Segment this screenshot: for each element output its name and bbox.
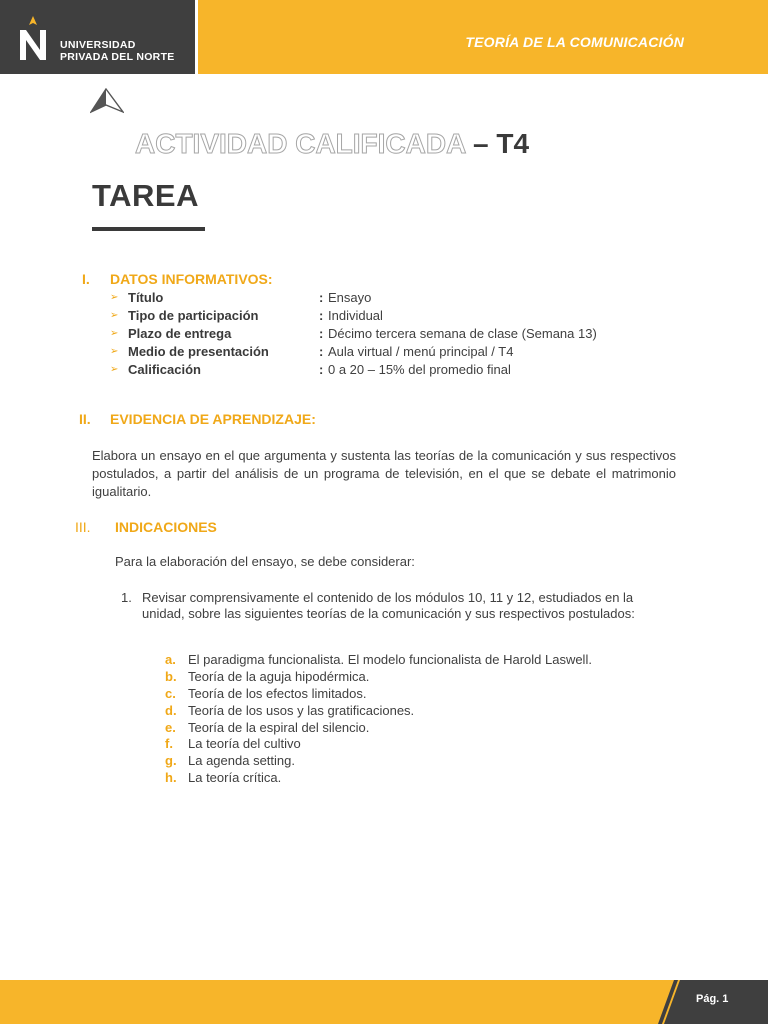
footer-bar: [0, 980, 768, 1024]
list-item: [165, 769, 665, 786]
title-underline: [92, 227, 205, 231]
arrow-bullet-icon: ➢: [110, 292, 119, 303]
list-item: [165, 735, 665, 752]
activity-title: [135, 128, 529, 160]
info-value: Aula virtual / menú principal / T4: [328, 344, 514, 359]
list-item-letter: e.: [165, 719, 176, 735]
info-value: 0 a 20 – 15% del promedio final: [328, 362, 511, 377]
section1-number: I.: [82, 271, 90, 287]
section3-heading: INDICACIONES: [115, 519, 217, 535]
info-colon: :: [319, 344, 324, 359]
list-item-letter: g.: [165, 753, 177, 769]
course-title: TEORÍA DE LA COMUNICACIÓN: [465, 34, 684, 50]
university-logo: [0, 0, 195, 74]
list-item: [165, 752, 665, 769]
list-item-text: Teoría de la aguja hipodérmica.: [188, 668, 370, 684]
university-name-line2: PRIVADA DEL NORTE: [60, 51, 175, 63]
arrow-bullet-icon: ➢: [110, 346, 119, 357]
arrow-bullet-icon: ➢: [110, 364, 119, 375]
info-colon: :: [319, 326, 324, 341]
list-item: [165, 668, 665, 685]
info-row: [110, 343, 670, 361]
list-item-text: Teoría de los usos y las gratificaciones.: [188, 702, 415, 718]
page-number: Pág. 1: [696, 993, 729, 1005]
info-value: Individual: [328, 308, 383, 323]
university-name-line1: UNIVERSIDAD: [60, 39, 136, 51]
list-item-letter: b.: [165, 668, 177, 684]
list-item-text: Teoría de la espiral del silencio.: [188, 719, 370, 735]
task-title: TAREA: [92, 178, 199, 213]
list-item-text: La teoría del cultivo: [188, 736, 301, 752]
page-header: [0, 0, 768, 74]
info-label: Tipo de participación: [128, 308, 259, 323]
list-item: [165, 719, 665, 736]
arrow-navigation-icon: [90, 88, 124, 114]
info-row: [110, 289, 670, 307]
university-name: [60, 39, 175, 63]
section2-number: II.: [79, 411, 91, 427]
info-label: Medio de presentación: [128, 344, 269, 359]
info-list: [110, 289, 670, 379]
activity-title-suffix: – T4: [465, 128, 530, 159]
info-row: [110, 325, 670, 343]
upn-logo-icon: [16, 16, 50, 62]
info-value: Décimo tercera semana de clase (Semana 13): [328, 326, 597, 341]
list-item-letter: a.: [165, 652, 176, 667]
info-value: Ensayo: [328, 290, 372, 305]
evidence-paragraph: Elabora un ensayo en el que argumenta y sustenta las teorías de la comunicación y sus respectivos postulados, a partir del análisis de un programa de televisión, en el que se debate el matrimonio igualitario.: [92, 448, 676, 499]
info-row: [110, 307, 670, 325]
info-colon: :: [319, 308, 324, 323]
list-item-text: La agenda setting.: [188, 753, 295, 769]
item1-text: Revisar comprensivamente el contenido de los módulos 10, 11 y 12, estudiados en la unidad, sobre las siguientes teorías de la comunicación y sus respectivos postulados:: [142, 590, 635, 621]
list-item-text: La teoría crítica.: [188, 770, 282, 786]
list-item-letter: d.: [165, 702, 177, 718]
activity-title-outline: ACTIVIDAD CALIFICADA: [135, 128, 466, 159]
list-item: [165, 651, 665, 668]
list-item: [165, 685, 665, 702]
info-row: [110, 361, 670, 379]
info-label: Título: [128, 290, 164, 305]
theories-list: [165, 651, 665, 786]
section3-number: III.: [75, 519, 91, 535]
arrow-bullet-icon: ➢: [110, 310, 119, 321]
info-label: Calificación: [128, 362, 201, 377]
list-item-letter: c.: [165, 685, 176, 701]
list-item-text: Teoría de los efectos limitados.: [188, 685, 367, 701]
info-colon: :: [319, 290, 324, 305]
arrow-bullet-icon: ➢: [110, 328, 119, 339]
section1-heading: DATOS INFORMATIVOS:: [110, 271, 273, 287]
list-item-letter: h.: [165, 770, 177, 786]
item1-number: 1.: [121, 590, 132, 605]
list-item-text: El paradigma funcionalista. El modelo funcionalista de Harold Laswell.: [188, 652, 592, 667]
section2-heading: EVIDENCIA DE APRENDIZAJE:: [110, 411, 316, 427]
list-item-letter: f.: [165, 736, 173, 752]
list-item: [165, 702, 665, 719]
info-colon: :: [319, 362, 324, 377]
info-label: Plazo de entrega: [128, 326, 232, 341]
indications-intro: Para la elaboración del ensayo, se debe considerar:: [115, 554, 415, 569]
